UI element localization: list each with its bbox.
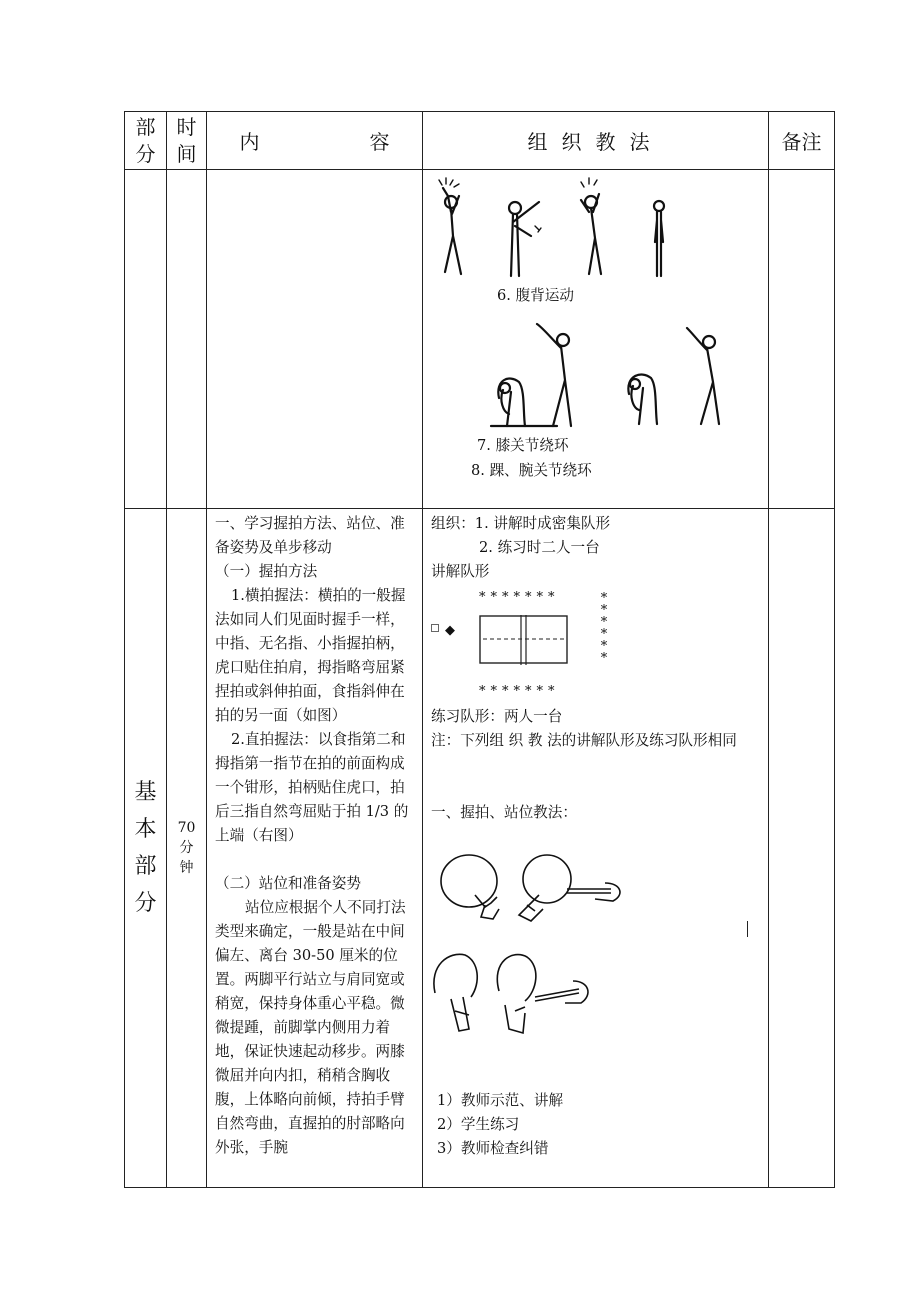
main-row: [125, 509, 835, 1188]
main-time-unit-2: 钟: [179, 860, 194, 876]
content-stance: 站位应根据个人不同打法类型来确定，一般是站在中间偏左、离台 30-50 厘米的位置。两脚平行站立与肩同宽或稍宽，保持身体重心平稳。微微提踵，前脚掌内侧用力着地，保证快速起动移步。两膝微屈并向内扣，稍稍含胸收腹，上体略向前倾，持拍手臂自然弯曲，直握拍的肘部略向外张，手腕: [215, 899, 406, 1156]
main-note-cell: [769, 509, 835, 1188]
formation-stars-right: * * * * * *: [600, 591, 608, 666]
org-line-6: 一、握拍、站位教法：: [431, 804, 577, 821]
org-line-2: 2. 练习时二人一台: [479, 539, 600, 556]
step-1: 1）教师示范、讲解: [437, 1092, 564, 1109]
content-sub-1: （一）握拍方法: [215, 563, 318, 580]
warmup-note-cell: [769, 170, 835, 509]
content-sub-2: （二）站位和准备姿势: [215, 875, 361, 892]
grip-illustration-horizontal: [435, 849, 631, 941]
formation-stars-top: *******: [479, 590, 560, 605]
warmup-row: [125, 170, 835, 509]
step-3: 3）教师检查纠错: [437, 1140, 549, 1157]
main-part-cell: [125, 509, 167, 1188]
org-line-5: 注：下列组 织 教 法的讲解队形及练习队形相同: [431, 732, 737, 749]
main-time-number: 70: [177, 820, 196, 836]
content-horizontal-grip: 1.横拍握法：横拍的一般握法如同人们见面时握手一样，中指、无名指、小指握拍柄，虎口贴住拍肩，拇指略弯屈紧捏拍或斜伸拍面，食指斜伸在拍的另一面（如图）: [215, 587, 406, 724]
header-row: [125, 112, 835, 170]
warmup-time-cell: [167, 170, 207, 509]
org-line-4: 练习队形：两人一台: [431, 708, 563, 725]
lesson-plan-table: [124, 111, 835, 1188]
grip-illustration-straight: [429, 951, 605, 1051]
formation-stars-bottom: *******: [479, 684, 560, 699]
org-line-3: 讲解队形: [431, 563, 490, 580]
header-content: 内 容: [207, 112, 423, 170]
caption-7: 7. 膝关节绕环: [477, 437, 569, 454]
stick-figures-row-2: [487, 320, 747, 430]
org-line-1: 组织：1. 讲解时成密集队形: [431, 515, 611, 532]
main-time-unit-1: 分: [179, 840, 194, 856]
main-part-char-4: 分: [134, 891, 157, 916]
warmup-part-cell: [125, 170, 167, 509]
main-part-char-3: 部: [134, 854, 157, 879]
step-2: 2）学生练习: [437, 1116, 520, 1133]
small-square-icon: [431, 624, 439, 632]
teacher-diamond-icon: ◆: [445, 623, 455, 638]
content-straight-grip: 2.直拍握法：以食指第二和拇指第一指节在拍的前面构成一个钳形，拍柄贴住虎口，拍后三指自然弯屈贴于拍 1/3 的上端（右图）: [215, 731, 409, 844]
main-part-char-2: 本: [134, 817, 157, 842]
header-part: 部 分: [125, 112, 167, 170]
table-tennis-table-diagram: [479, 615, 569, 665]
main-time-cell: [167, 509, 207, 1188]
header-organization: 组织教法: [423, 112, 769, 170]
header-note: 备注: [769, 112, 835, 170]
main-content-cell: [207, 509, 423, 1188]
content-heading: 一、学习握拍方法、站位、准备姿势及单步移动: [215, 515, 405, 556]
margin-mark: [747, 921, 748, 937]
warmup-content-cell: [207, 170, 423, 509]
caption-8: 8. 踝、腕关节绕环: [471, 462, 592, 479]
header-time: 时 间: [167, 112, 207, 170]
main-org-cell: [423, 509, 769, 1188]
warmup-org-cell: [423, 170, 769, 509]
stick-figures-row-1: [431, 176, 691, 284]
caption-6: 6. 腹背运动: [497, 287, 574, 304]
main-part-char-1: 基: [134, 780, 157, 805]
